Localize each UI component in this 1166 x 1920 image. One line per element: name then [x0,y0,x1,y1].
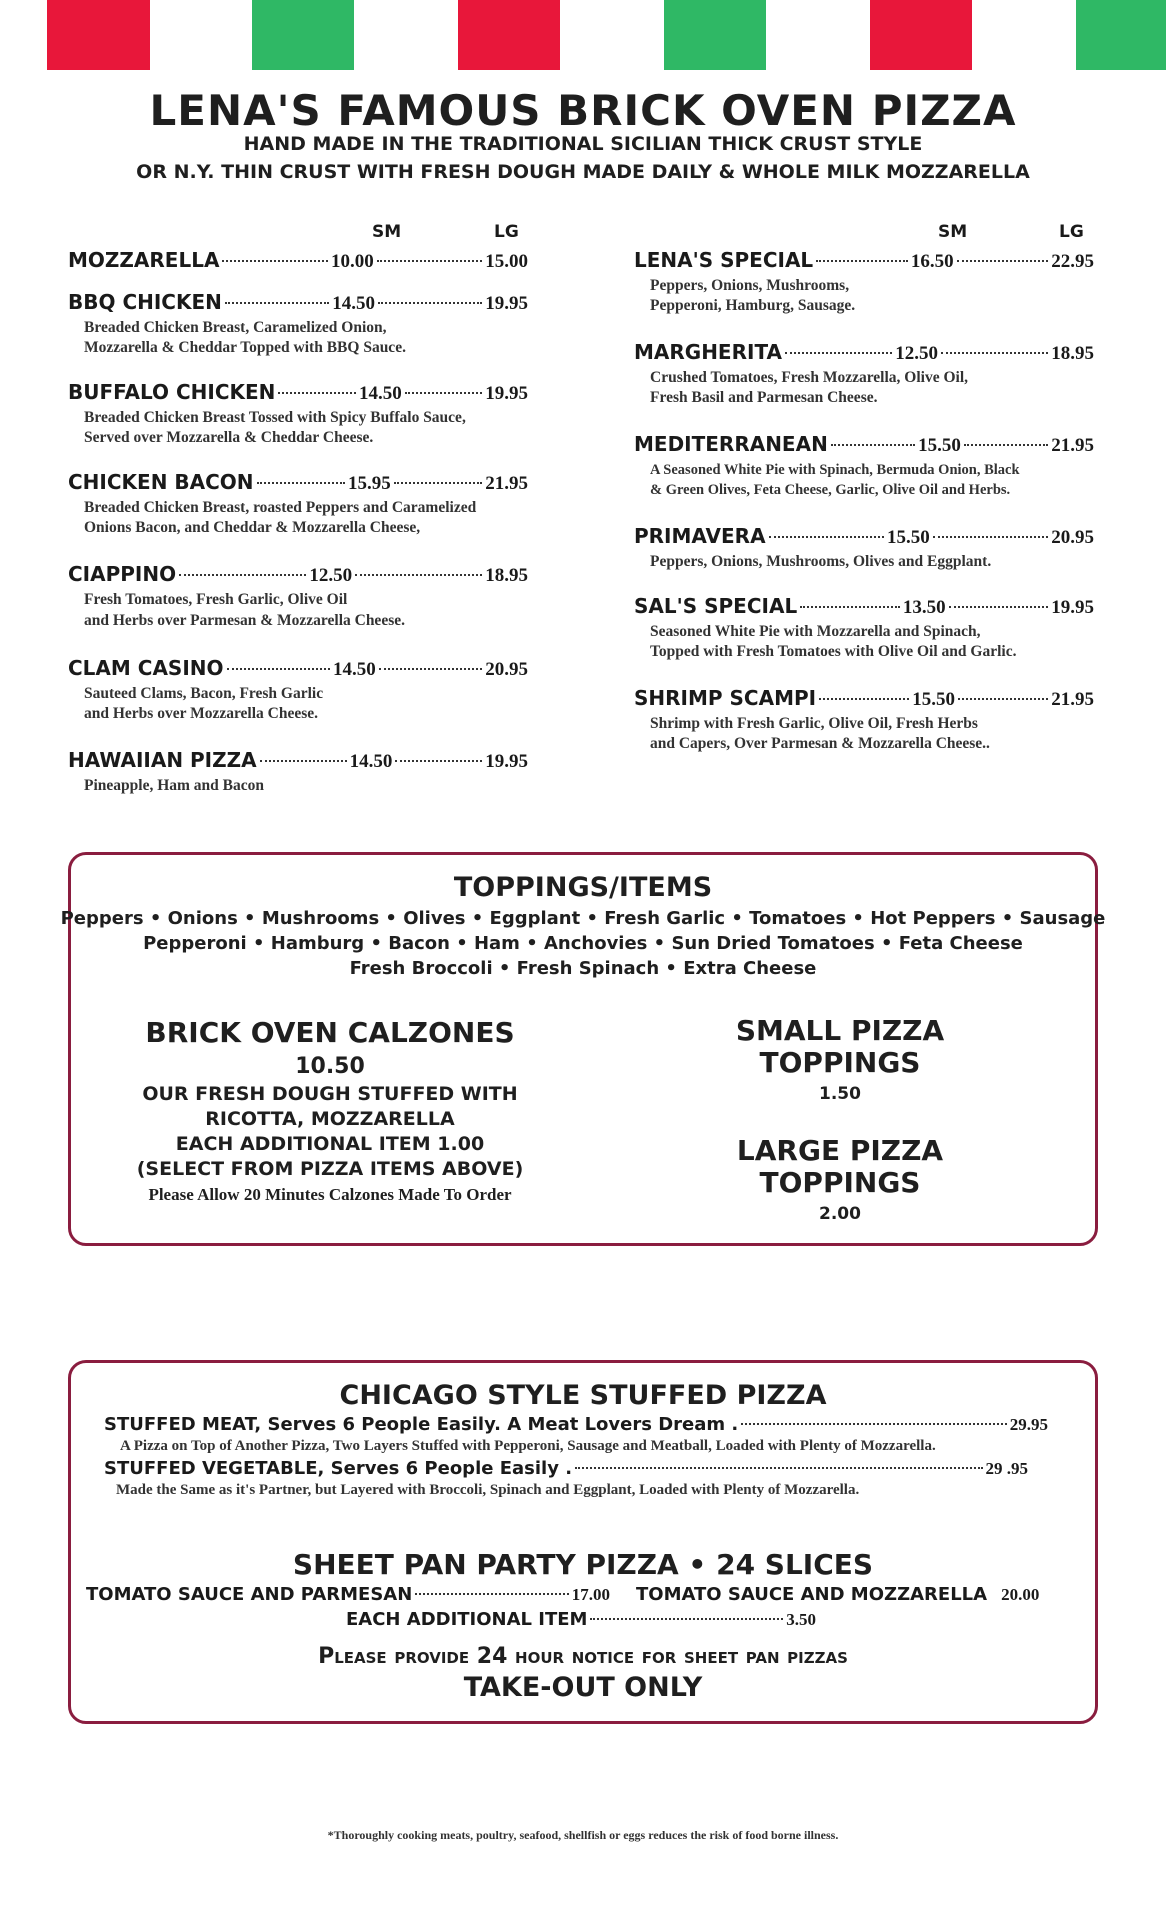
flag-stripe-red [870,0,972,70]
item-price-lg: 18.95 [485,565,529,586]
item-price-lg: 21.95 [485,473,529,494]
calzones-description: (SELECT FROM PIZZA ITEMS ABOVE) [136,1158,524,1180]
leader-dots [179,574,306,576]
item-price-sm: 13.50 [902,597,946,618]
menu-subtitle: OR N.Y. THIN CRUST WITH FRESH DOUGH MADE DAILY & WHOLE MILK MOZZARELLA [136,161,1030,183]
item-price-lg: 15.00 [485,251,529,272]
sheet-additional-price: 3.50 [786,1610,816,1629]
leader-dots [819,698,909,700]
sheet-mozzarella-price: 20.00 [1001,1585,1040,1604]
menu-item-margherita [634,340,1094,408]
leader-dots [394,482,482,484]
leader-dots [958,698,1048,700]
stuffed-vegetable-row [104,1458,1028,1479]
size-header-sm: SM [372,222,402,242]
menu-item-clam-casino [68,656,528,724]
item-description: Sauteed Clams, Bacon, Fresh Garlic [84,685,324,702]
item-name: LENA'S SPECIAL [634,248,814,272]
calzones-description: EACH ADDITIONAL ITEM 1.00 [175,1133,485,1155]
item-price-lg: 19.95 [485,293,529,314]
item-price-lg: 19.95 [485,383,529,404]
small-toppings-price: 1.50 [819,1084,861,1104]
toppings-list: Peppers • Onions • Mushrooms • Olives • Eggplant • Fresh Garlic • Tomatoes • Hot Peppers • Sausage [60,908,1106,929]
item-name: SHRIMP SCAMPI [634,686,817,710]
large-toppings-price: 2.00 [819,1204,861,1224]
flag-stripe-green [1076,0,1166,70]
size-header-lg: LG [1059,222,1084,242]
item-name: CHICKEN BACON [68,470,254,494]
takeout-only: TAKE-OUT ONLY [463,1672,703,1703]
item-price-sm: 12.50 [895,343,939,364]
leader-dots [222,260,328,262]
sheet-additional-label: EACH ADDITIONAL ITEM [346,1609,588,1630]
leader-dots [941,352,1048,354]
sheet-parmesan-row [86,1584,610,1605]
leader-dots [590,1618,783,1620]
menu-item-buffalo-chicken [68,380,528,448]
flag-stripe-red [458,0,560,70]
item-price-lg: 19.95 [485,751,529,772]
calzones-title: BRICK OVEN CALZONES [145,1016,515,1049]
item-price-sm: 12.50 [309,565,353,586]
menu-item-primavera [634,524,1094,572]
leader-dots [257,482,345,484]
item-description: Breaded Chicken Breast Tossed with Spicy Buffalo Sauce, [84,409,466,426]
size-header-lg: LG [494,222,519,242]
sheet-parmesan-price: 17.00 [571,1585,610,1604]
item-description: and Herbs over Mozzarella Cheese. [84,705,319,722]
item-description: Breaded Chicken Breast, roasted Peppers and Caramelized [84,499,477,516]
item-price-lg: 21.95 [1051,435,1094,456]
small-toppings-title: SMALL PIZZA [735,1014,945,1047]
stuffed-vegetable-price: 29 .95 [985,1459,1028,1478]
menu-item-lenas-special [634,248,1094,316]
flag-stripe-green [664,0,766,70]
item-description: Served over Mozzarella & Cheddar Cheese. [84,429,374,446]
leader-dots [769,536,884,538]
menu-item-mozzarella [68,248,528,273]
flag-stripe-red [47,0,150,70]
item-name: BUFFALO CHICKEN [68,380,276,404]
item-description: Fresh Tomatoes, Fresh Garlic, Olive Oil [84,591,348,608]
item-price-lg: 20.95 [1051,527,1095,548]
item-price-sm: 10.00 [330,251,374,272]
menu-item-hawaiian-pizza [68,748,528,796]
large-toppings-title: TOPPINGS [759,1166,921,1199]
leader-dots [816,260,908,262]
item-price-lg: 19.95 [1051,597,1094,618]
item-description: A Seasoned White Pie with Spinach, Bermuda Onion, Black [650,462,1020,478]
item-description: Peppers, Onions, Mushrooms, [650,277,850,294]
leader-dots [379,668,483,670]
leader-dots [225,302,329,304]
item-description: Crushed Tomatoes, Fresh Mozzarella, Olive Oil, [650,369,969,386]
stuffed-meat-price: 29.95 [1009,1415,1048,1434]
item-price-sm: 14.50 [333,659,376,680]
leader-dots [800,606,900,608]
item-description: Onions Bacon, and Cheddar & Mozzarella Cheese, [84,519,421,536]
leader-dots [933,536,1048,538]
item-price-sm: 14.50 [349,751,393,772]
item-name: MOZZARELLA [68,248,220,272]
stuffed-meat-row [104,1414,1048,1435]
item-description: Pineapple, Ham and Bacon [84,777,264,794]
item-price-lg: 20.95 [485,659,529,680]
stuffed-meat-description: A Pizza on Top of Another Pizza, Two Layers Stuffed with Pepperoni, Sausage and Meatball, Loaded with Plenty of Mozzarella. [120,1438,936,1454]
stuffed-meat-label: STUFFED MEAT, Serves 6 People Easily. A Meat Lovers Dream . [104,1414,739,1435]
leader-dots [377,260,483,262]
item-price-sm: 14.50 [332,293,375,314]
item-price-lg: 22.95 [1051,251,1094,272]
calzones-description: OUR FRESH DOUGH STUFFED WITH [142,1083,518,1105]
toppings-title: TOPPINGS/ITEMS [453,872,713,903]
sheet-notice: Please provide 24 hour notice for sheet pan pizzas [318,1644,848,1669]
leader-dots [957,260,1049,262]
item-name: CIAPPINO [68,562,177,586]
sheet-mozzarella-row [636,1584,1039,1605]
leader-dots [964,444,1048,446]
item-price-sm: 15.50 [918,435,961,456]
calzones-price: 10.50 [295,1054,365,1079]
menu-item-chicken-bacon [68,470,528,538]
leader-dots [395,760,482,762]
sheet-additional-row [346,1609,816,1630]
item-price-sm: 16.50 [910,251,954,272]
item-name: HAWAIIAN PIZZA [68,748,257,772]
chicago-title: CHICAGO STYLE STUFFED PIZZA [339,1380,827,1411]
item-name: BBQ CHICKEN [68,290,222,314]
item-price-sm: 15.50 [912,689,956,710]
leader-dots [378,302,482,304]
leader-dots [355,574,482,576]
item-price-sm: 15.95 [348,473,391,494]
item-price-sm: 15.50 [887,527,930,548]
item-price-lg: 21.95 [1051,689,1095,710]
item-name: CLAM CASINO [68,656,224,680]
calzones-description: RICOTTA, MOZZARELLA [205,1108,455,1130]
small-toppings-title: TOPPINGS [759,1046,921,1079]
item-price-lg: 18.95 [1051,343,1095,364]
item-description: Pepperoni, Hamburg, Sausage. [650,297,856,314]
menu-item-bbq-chicken [68,290,528,358]
item-description: Fresh Basil and Parmesan Cheese. [650,389,878,406]
item-description: Shrimp with Fresh Garlic, Olive Oil, Fresh Herbs [650,715,978,732]
menu-item-ciappino [68,562,528,631]
menu-subtitle: HAND MADE IN THE TRADITIONAL SICILIAN THICK CRUST STYLE [243,133,923,155]
menu-title: LENA'S FAMOUS BRICK OVEN PIZZA [149,86,1017,135]
large-toppings-title: LARGE PIZZA [736,1134,944,1167]
menu-item-shrimp-scampi [634,686,1094,754]
calzones-note: Please Allow 20 Minutes Calzones Made To Order [148,1185,512,1204]
leader-dots [575,1467,982,1469]
leader-dots [949,606,1049,608]
stuffed-vegetable-label: STUFFED VEGETABLE, Serves 6 People Easily . [104,1458,573,1479]
item-description: Mozzarella & Cheddar Topped with BBQ Sauce. [84,339,406,356]
item-description: Seasoned White Pie with Mozzarella and Spinach, [650,623,981,640]
sheet-pan-title: SHEET PAN PARTY PIZZA • 24 SLICES [292,1548,874,1581]
flag-stripe-green [252,0,354,70]
item-description: & Green Olives, Feta Cheese, Garlic, Olive Oil and Herbs. [650,482,1011,498]
leader-dots [227,668,331,670]
leader-dots [415,1593,568,1595]
item-name: PRIMAVERA [634,524,766,548]
leader-dots [785,352,892,354]
leader-dots [278,392,356,394]
size-header-sm: SM [938,222,968,242]
leader-dots [405,392,483,394]
leader-dots [260,760,347,762]
item-description: Peppers, Onions, Mushrooms, Olives and Eggplant. [650,553,992,570]
item-name: MEDITERRANEAN [634,432,828,456]
item-name: SAL'S SPECIAL [634,594,798,618]
item-price-sm: 14.50 [358,383,402,404]
leader-dots [831,444,915,446]
item-name: MARGHERITA [634,340,783,364]
food-safety-disclaimer: *Thoroughly cooking meats, poultry, seafood, shellfish or eggs reduces the risk of food borne illness. [327,1828,839,1842]
stuffed-vegetable-description: Made the Same as it's Partner, but Layered with Broccoli, Spinach and Eggplant, Loaded with Plenty of Mozzarella. [116,1482,860,1498]
sheet-mozzarella-label: TOMATO SAUCE AND MOZZARELLA [636,1584,988,1605]
sheet-parmesan-label: TOMATO SAUCE AND PARMESAN [86,1584,413,1605]
toppings-list: Pepperoni • Hamburg • Bacon • Ham • Anchovies • Sun Dried Tomatoes • Feta Cheese [143,933,1023,954]
menu-item-mediterranean [634,432,1094,500]
item-description: Topped with Fresh Tomatoes with Olive Oil and Garlic. [650,643,1017,660]
item-description: and Capers, Over Parmesan & Mozzarella Cheese.. [650,735,990,752]
toppings-list: Fresh Broccoli • Fresh Spinach • Extra Cheese [349,958,817,979]
item-description: Breaded Chicken Breast, Caramelized Onion, [84,319,387,336]
menu-item-sals-special [634,594,1094,662]
leader-dots [741,1423,1006,1425]
item-description: and Herbs over Parmesan & Mozzarella Cheese. [84,612,405,629]
